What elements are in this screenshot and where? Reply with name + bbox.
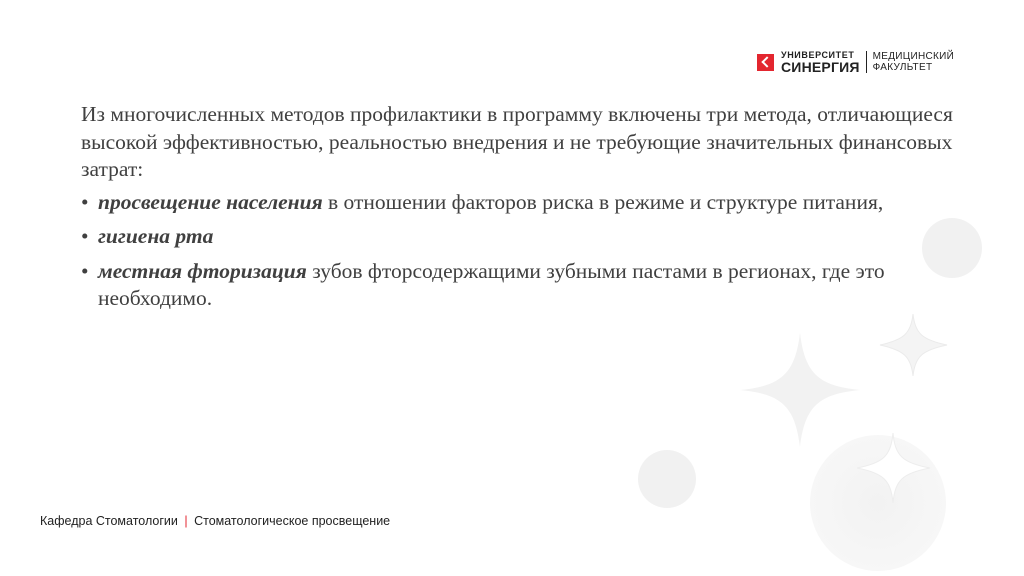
list-item xyxy=(81,223,961,251)
intro-paragraph: Из многочисленных методов профилактики в программу включены три метода, отличающиеся высокой эффективностью, реальностью внедрения и не требующие значительных финансовых затрат: xyxy=(81,102,953,181)
list-item-text: зубов фторсодержащими зубными пастами в регионах, где это необходимо. xyxy=(98,258,885,310)
bullet-marker: • xyxy=(81,189,89,214)
decor-star-bottom xyxy=(857,433,930,503)
decor-star-small xyxy=(880,314,947,376)
decor-circle-large xyxy=(810,435,946,571)
logo-university-name xyxy=(781,51,860,74)
slide-content xyxy=(81,101,961,320)
decor-circle-mid xyxy=(638,450,696,508)
methods-list xyxy=(81,189,961,313)
university-logo xyxy=(757,47,954,77)
logo-line-2: СИНЕРГИЯ xyxy=(781,58,860,75)
logo-divider xyxy=(866,51,867,73)
bullet-marker: • xyxy=(81,258,89,283)
list-item-term: местная фторизация xyxy=(98,258,307,283)
list-item-text: в отношении факторов риска в режиме и структуре питания, xyxy=(322,189,884,214)
list-item-term: гигиена рта xyxy=(98,224,214,248)
logo-faculty-line-2: ФАКУЛЬТЕТ xyxy=(872,62,933,73)
list-item xyxy=(81,189,961,217)
list-item-term: просвещение населения xyxy=(98,189,323,214)
logo-line-1: УНИВЕРСИТЕТ xyxy=(781,49,855,60)
footer-department: Кафедра Стоматологии xyxy=(40,514,178,528)
logo-faculty-line-1: МЕДИЦИНСКИЙ xyxy=(872,51,955,62)
list-item xyxy=(81,258,961,313)
logo-mark-icon xyxy=(757,54,774,71)
footer-separator: | xyxy=(184,514,188,528)
decor-star-large xyxy=(740,333,860,447)
footer-course: Стоматологическое просвещение xyxy=(194,514,391,528)
slide-footer xyxy=(40,514,390,528)
logo-faculty-name xyxy=(873,51,955,73)
bullet-marker: • xyxy=(81,224,89,248)
